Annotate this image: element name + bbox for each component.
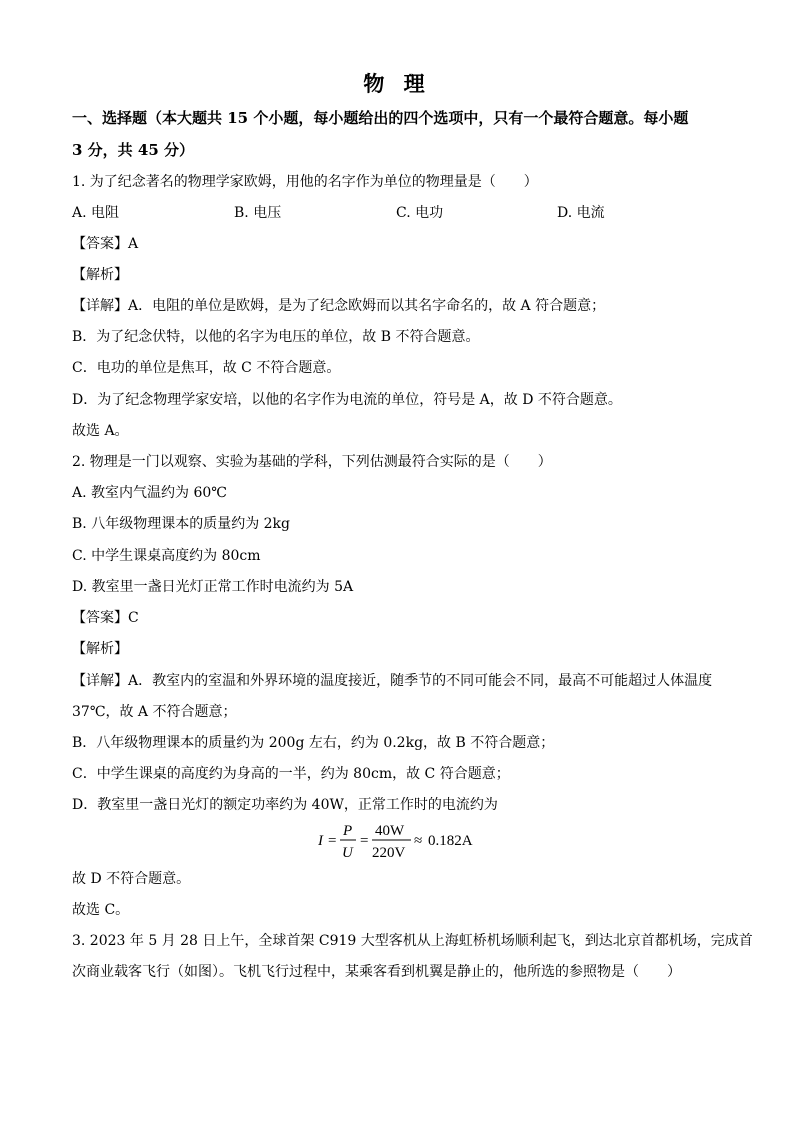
question-2-stem: 2. 物理是一门以观察、实验为基础的学科，下列估测最符合实际的是（ ） [72,454,552,470]
q1-option-a: A. 电阻 [72,205,120,221]
page-title: 物 理 [363,71,431,96]
section-heading-line1: 一、选择题（本大题共 15 个小题，每小题给出的四个选项中，只有一个最符合题意。每小题 [72,109,689,127]
formula-svg [318,818,498,862]
formula-denominator-1: U [342,845,353,861]
q2-detail-line: B．八年级物理课本的质量约为 200g 左右，约为 0.2kg，故 B 不符合题意； [72,735,555,751]
q2-option-a: A. 教室内气温约为 60℃ [72,485,227,501]
question-3-stem-line1: 3. 2023 年 5 月 28 日上午，全球首架 C919 大型客机从上海虹桥机场顺利起飞，到达北京首都机场，完成首 [72,933,753,949]
q2-conclusion: 故选 C。 [72,902,130,918]
formula-numerator-2: 40W [375,823,405,839]
q1-option-b: B. 电压 [234,205,282,221]
formula-equals-1: = [328,833,337,849]
formula-lhs: I [318,833,323,849]
q1-option-d: D. 电流 [557,205,605,221]
formula-numerator-1: P [343,823,353,839]
q1-option-c: C. 电功 [396,205,444,221]
q1-detail-line: D．为了纪念物理学家安培，以他的名字作为电流的单位，符号是 A，故 D 不符合题意。 [72,392,622,408]
q2-detail-line: C．中学生课桌的高度约为身高的一半，约为 80cm，故 C 符合题意； [72,766,510,782]
q2-after-line: 故 D 不符合题意。 [72,871,191,887]
q1-answer: 【答案】A [72,236,139,252]
q1-analysis-label: 【解析】 [72,267,128,283]
q2-option-d: D. 教室里一盏日光灯正常工作时电流约为 5A [72,579,354,595]
question-1-stem: 1. 为了纪念著名的物理学家欧姆，用他的名字作为单位的物理量是（ ） [72,174,538,190]
q2-option-b: B. 八年级物理课本的质量约为 2kg [72,516,290,532]
q2-option-c: C. 中学生课桌高度约为 80cm [72,548,261,564]
section-heading-line2: 3 分，共 45 分） [72,141,194,159]
formula-equals-2: = [360,833,369,849]
q1-detail-line: B．为了纪念伏特，以他的名字为电压的单位，故 B 不符合题意。 [72,329,480,345]
formula-approx: ≈ [414,833,423,849]
q2-detail-line: D．教室里一盏日光灯的额定功率约为 40W，正常工作时的电流约为 [72,797,498,813]
formula-denominator-2: 220V [372,845,406,861]
current-formula [0,818,794,862]
formula-result: 0.182A [428,833,473,849]
q2-detail-line: 37℃，故 A 不符合题意； [72,704,237,720]
question-3-stem-line2: 次商业载客飞行（如图）。飞机飞行过程中，某乘客看到机翼是静止的，他所选的参照物是（ ） [72,964,681,980]
q2-detail-line: 【详解】A．教室内的室温和外界环境的温度接近，随季节的不同可能会不同，最高不可能超过人体温度 [72,673,713,689]
q2-answer: 【答案】C [72,610,139,626]
q1-detail-line: C．电功的单位是焦耳，故 C 不符合题意。 [72,360,341,376]
q1-detail-line: 【详解】A．电阻的单位是欧姆，是为了纪念欧姆而以其名字命名的，故 A 符合题意； [72,298,606,314]
q2-analysis-label: 【解析】 [72,641,128,657]
q1-conclusion: 故选 A。 [72,423,129,439]
